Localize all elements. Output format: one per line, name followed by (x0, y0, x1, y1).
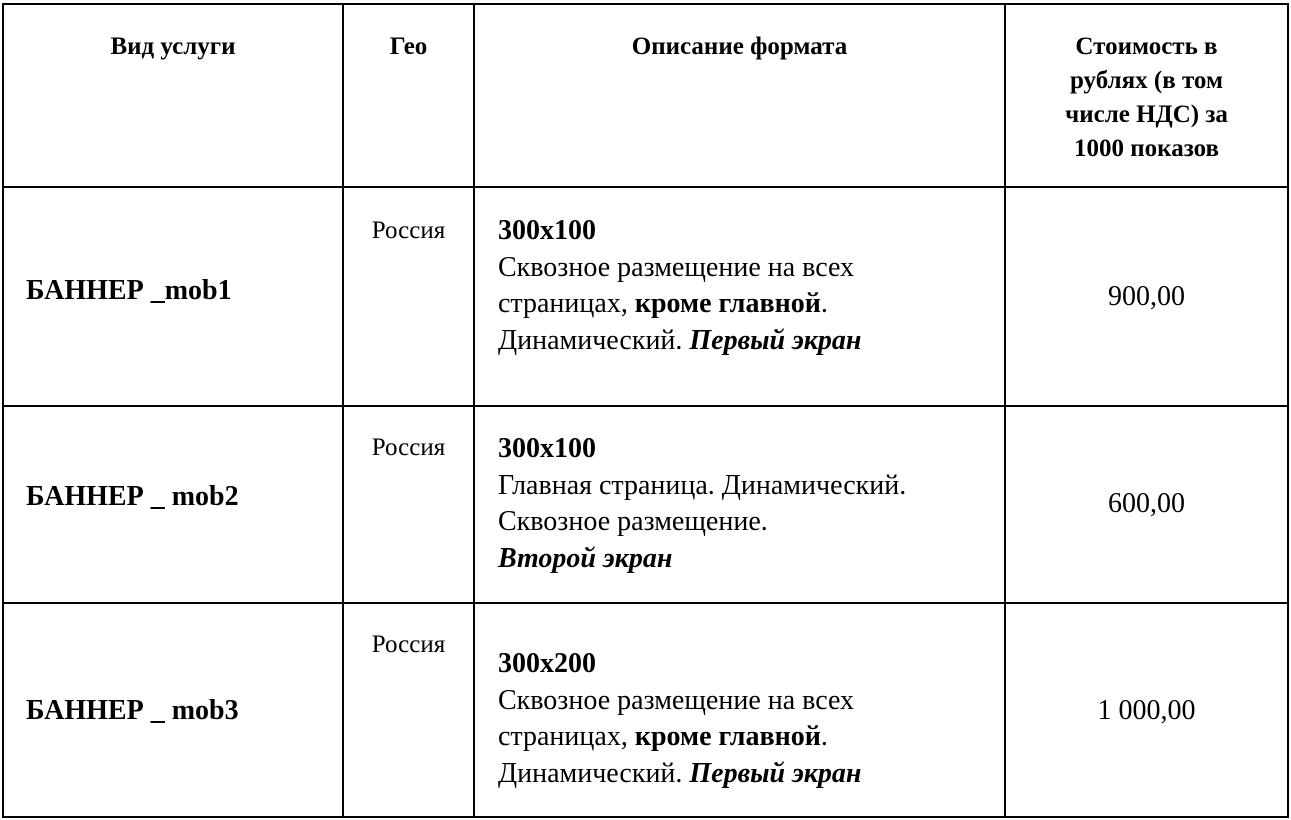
header-service (4, 30, 342, 64)
row3-geo-text: Россия (371, 631, 446, 658)
header-geo (344, 30, 473, 64)
grid-line-left (2, 3, 4, 818)
row2-geo-text: Россия (371, 434, 446, 461)
grid-line-col2 (473, 3, 475, 818)
row1-service-text: БАННЕР _mob1 (26, 275, 232, 306)
row2-price-text: 600,00 (1108, 488, 1185, 519)
header-price-line4: 1000 показов (1074, 135, 1219, 162)
row3-desc-line2 (498, 719, 861, 756)
row3-price (1006, 693, 1287, 729)
row3-service (26, 693, 239, 729)
header-description (475, 30, 1004, 64)
row2-desc-line1: Главная страница. Динамический. (498, 469, 907, 501)
row1-desc-line3 (498, 323, 861, 360)
row1-desc-line2-bold: кроме главной (634, 288, 821, 319)
row1-desc-line2-a: страницах, (498, 288, 635, 319)
header-service-text: Вид услуги (110, 33, 236, 60)
row1-desc-line3-bold-italic: Первый экран (689, 324, 862, 356)
row3-desc-line1: Сквозное размещение на всех (498, 684, 855, 716)
grid-line-col1 (342, 3, 344, 818)
row3-description (498, 646, 861, 792)
header-price-line2: рублях (в том (1069, 67, 1223, 94)
row1-desc-line1: Сквозное размещение на всех (498, 251, 855, 283)
row1-desc-line2-c: . (820, 288, 828, 319)
row3-desc-line3-bold-italic: Первый экран (689, 757, 862, 789)
row2-service (26, 479, 239, 515)
header-geo-text: Гео (389, 33, 428, 60)
row1-price (1006, 279, 1287, 315)
header-price-line3: числе НДС) за (1065, 101, 1228, 128)
row2-service-text: БАННЕР _ mob2 (26, 481, 239, 512)
row1-price-text: 900,00 (1108, 281, 1185, 312)
row1-service (26, 273, 232, 309)
row3-desc-line2-c: . (820, 721, 828, 752)
row1-description (498, 213, 861, 359)
row3-desc-line3-a: Динамический. (498, 757, 690, 789)
row1-geo-text: Россия (371, 217, 446, 244)
row3-desc-line2-a: страницах, (498, 721, 635, 752)
row1-size: 300x100 (498, 215, 596, 246)
row1-desc-line3-a: Динамический. (498, 324, 690, 356)
grid-line-header-bottom (2, 186, 1289, 188)
grid-line-bottom (2, 816, 1289, 818)
header-price (1006, 30, 1287, 166)
row3-desc-line3 (498, 756, 861, 793)
row2-desc-line3: Второй экран (498, 542, 673, 574)
row2-price (1006, 486, 1287, 522)
row3-desc-line2-bold: кроме главной (634, 721, 821, 752)
header-price-line1: Стоимость в (1075, 33, 1218, 60)
grid-line-row1-bottom (2, 405, 1289, 407)
row3-service-text: БАННЕР _ mob3 (26, 695, 239, 726)
row1-desc-line2 (498, 286, 861, 323)
grid-line-right (1287, 3, 1289, 818)
grid-line-top (2, 3, 1289, 5)
row3-size: 300x200 (498, 648, 596, 679)
row3-geo (344, 629, 473, 661)
grid-line-row2-bottom (2, 602, 1289, 604)
row2-size: 300x100 (498, 433, 596, 464)
row1-geo (344, 215, 473, 247)
header-description-text: Описание формата (631, 33, 848, 60)
row2-desc-line2: Сквозное размещение. (498, 506, 768, 537)
row2-geo (344, 432, 473, 464)
row2-description (498, 431, 906, 577)
row3-price-text: 1 000,00 (1097, 695, 1196, 726)
